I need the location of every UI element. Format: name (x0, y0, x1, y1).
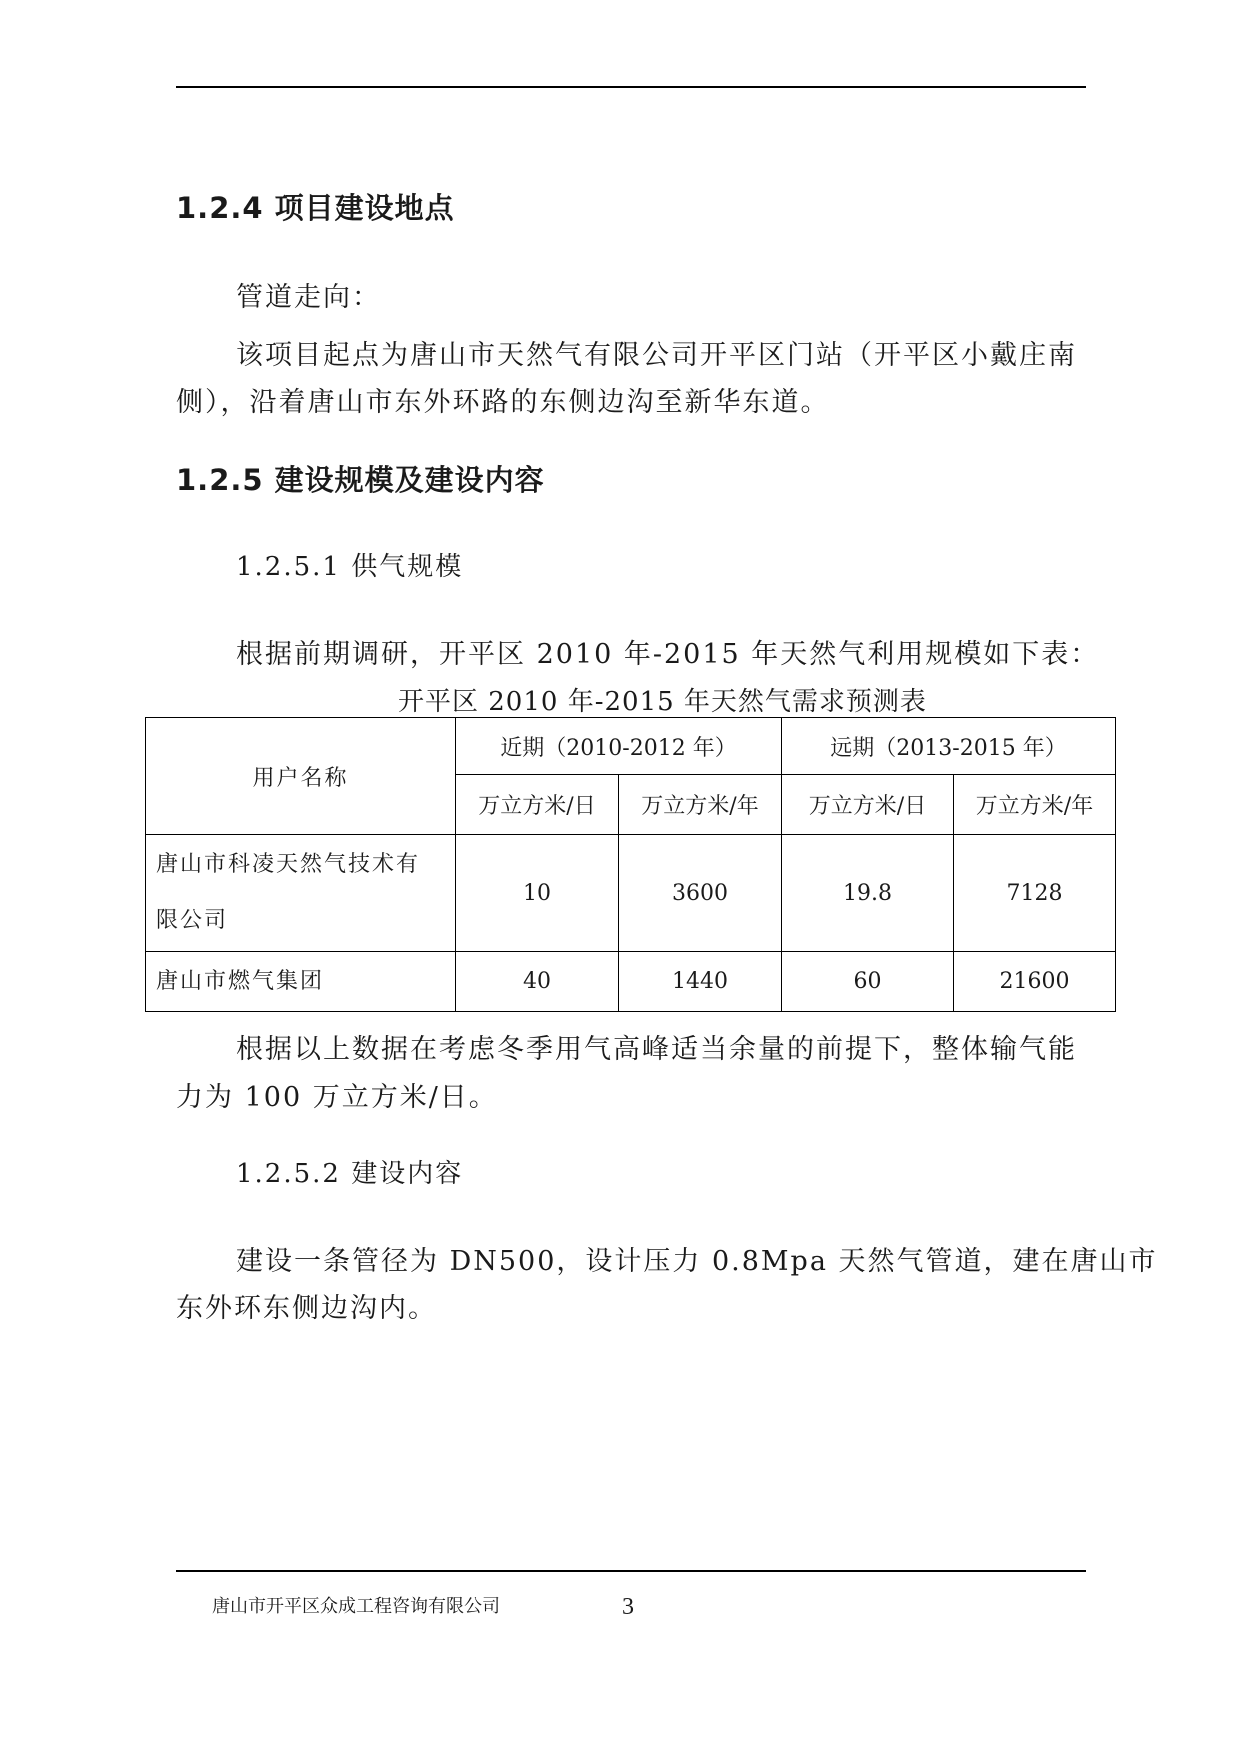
row-2-near-day: 40 (456, 952, 619, 1012)
supply-intro-paragraph: 根据前期调研，开平区 2010 年-2015 年天然气利用规模如下表： (236, 639, 1100, 670)
unit-far-year: 万立方米/年 (954, 775, 1116, 835)
pipeline-route-label: 管道走向： (236, 282, 381, 313)
row-2-far-year: 21600 (954, 952, 1116, 1012)
row-1-near-day: 10 (456, 835, 619, 952)
unit-near-day: 万立方米/日 (456, 775, 619, 835)
header-user-name: 用户名称 (146, 718, 456, 835)
row-2-far-day: 60 (782, 952, 954, 1012)
table-header-row (146, 718, 1116, 775)
content-paragraph-line-1: 建设一条管径为 DN500，设计压力 0.8Mpa 天然气管道，建在唐山市 (236, 1246, 1158, 1277)
header-near-term: 近期（2010-2012 年） (456, 718, 782, 775)
section-heading-1-2-4: 1.2.4 项目建设地点 (176, 191, 455, 225)
row-2-user-name: 唐山市燃气集团 (146, 952, 456, 1012)
row-1-far-year: 7128 (954, 835, 1116, 952)
capacity-paragraph-line-1: 根据以上数据在考虑冬季用气高峰适当余量的前提下，整体输气能 (236, 1034, 1077, 1065)
row-1-near-year: 3600 (619, 835, 782, 952)
route-paragraph-line-1: 该项目起点为唐山市天然气有限公司开平区门站（开平区小戴庄南 (236, 340, 1077, 371)
footer-rule (176, 1570, 1086, 1572)
table-caption: 开平区 2010 年-2015 年天然气需求预测表 (398, 687, 927, 717)
row-1-far-day: 19.8 (782, 835, 954, 952)
subsection-1-2-5-2: 1.2.5.2 建设内容 (236, 1159, 464, 1189)
section-heading-1-2-5: 1.2.5 建设规模及建设内容 (176, 463, 545, 497)
page-number: 3 (622, 1594, 634, 1620)
table-row (146, 835, 1116, 952)
header-long-term: 远期（2013-2015 年） (782, 718, 1116, 775)
header-rule (176, 86, 1086, 88)
row-2-near-year: 1440 (619, 952, 782, 1012)
content-paragraph-line-2: 东外环东侧边沟内。 (176, 1293, 437, 1324)
unit-near-year: 万立方米/年 (619, 775, 782, 835)
row-1-user-name-line-1: 唐山市科凌天然气技术有 (156, 852, 421, 877)
row-1-user-name (146, 835, 456, 952)
unit-far-day: 万立方米/日 (782, 775, 954, 835)
subsection-1-2-5-1: 1.2.5.1 供气规模 (236, 552, 464, 582)
footer-company-name: 唐山市开平区众成工程咨询有限公司 (212, 1596, 500, 1617)
route-paragraph-line-2: 侧），沿着唐山市东外环路的东侧边沟至新华东道。 (176, 387, 830, 418)
capacity-paragraph-line-2: 力为 100 万立方米/日。 (176, 1082, 498, 1113)
row-1-user-name-line-2: 限公司 (156, 908, 229, 933)
gas-demand-forecast-table (145, 717, 1116, 1012)
table-row (146, 952, 1116, 1012)
